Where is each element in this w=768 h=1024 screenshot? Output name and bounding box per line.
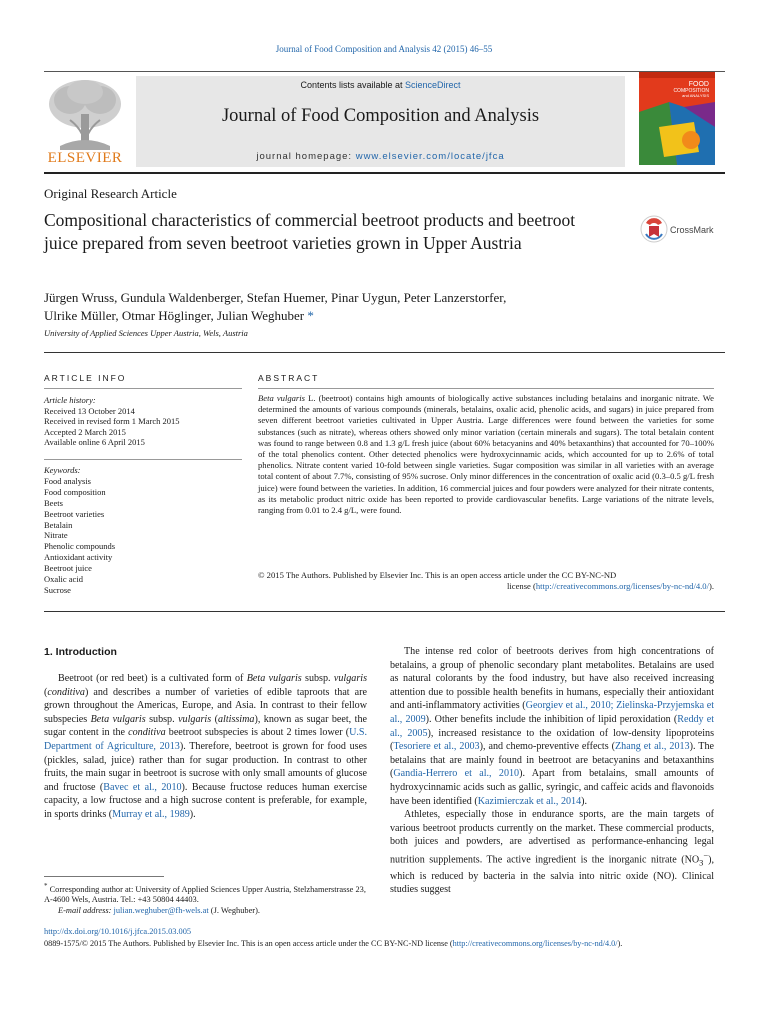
history-heading: Article history: [44,395,96,405]
abstract-heading: ABSTRACT [258,373,320,383]
doi-link[interactable]: http://dx.doi.org/10.1016/j.jfca.2015.03.005 [44,927,192,936]
abstract-license [258,570,714,592]
elsevier-wordmark: ELSEVIER [47,150,123,166]
article-info-heading: ARTICLE INFO [44,373,127,383]
corresponding-author-footnote [44,881,367,917]
abstract-body [258,393,714,516]
intro-left-column: Beetroot (or red beet) is a cultivated form of Beta vulgaris subsp. vulgaris (conditiva) and describes a number of varieties of edible taproots that are grown throughout the Americas, Europe, and Asia. In contrast to their fellow subspecies Beta vulgaris subsp. vulgaris (altissima), known as sugar beet, the sugar content in the conditiva beetroot subspecies is about 2 times lower (U.S. Department of Agriculture, 2013). Therefore, beetroot is grown for food uses (pickles, salad, juice) rather than for sugar production. In contrast to other fruits, the main sugar in beetroot is sucrose with only small amounts of glucose and fructose (Bavec et al., 2010). Because fructose reduces human exercise capacity, a low fructose and a high sucrose content is preferable, for example, in sports drinks (Murray et al., 1989). [44,673,368,820]
keywords-rule [44,459,242,460]
footnote-text-line [44,881,367,906]
author-list [44,289,664,325]
crossmark-badge[interactable] [640,212,730,246]
intro-right-column: The intense red color of beetroots derives from high concentrations of betalains, a group of phenolic secondary plant metabolites. Betalains are used as natural colorants by the food industry, but have also received increasing attention due to possible health benefits in humans, especially their antioxidant and anti-inflammatory activities (Georgiev et al., 2010; Zielinska-Przyjemska et al., 2009). Other benefits include the inhibition of lipid peroxidation (Reddy et al., 2005), increased resistance to the oxidation of low-density lipoproteins (Tesoriere et al., 2003), and chemo-preventive effects (Zhang et al., 2013). The betalains that are mainly found in beetroot are betacyanins and betaxanthins (Gandia-Herrero et al., 2010). Apart from betalains, small amounts of hydroxycinnamic acids such as gallic, syringic, and caffeic acids and flavonoids have been identified (Kazimierczak et al., 2014). Athletes, especially those in endurance sports, are the main targets of various beetroot products currently on the market. These commercial products, both juices and powders, are advertised as performance-enhancing legal nutrition supplements. The active ingredient is the inorganic nitrate $(NO_3^-)$, which is reduced by bacteria in the salvia into nitric oxide (NO). Clinical studies suggest [390,646,715,896]
history-item: Available online 6 April 2015 [44,437,145,447]
keyword-item: Food composition [44,486,106,497]
footnote-text: Corresponding author at: University of Applied Sciences Upper Austria, Stelzhamerstrasse 23, A-4600 Wels, Austria. Tel.: +43 50804 44403. [44,884,366,905]
authors-line-1: Jürgen Wruss, Gundula Waldenberger, Stefan Huemer, Pinar Uygun, Peter Lanzerstorfer, [44,290,507,305]
corresponding-author-mark[interactable]: * [307,308,314,323]
license-prefix: license ( [507,581,536,592]
keyword-item: Beetroot juice [44,563,92,574]
history-item: Received in revised form 1 March 2015 [44,416,180,426]
abstract-rule [258,388,714,389]
cover-title-composition: COMPOSITION [673,88,709,94]
journal-title: Journal of Food Composition and Analysis [221,106,540,126]
license-link[interactable]: http://creativecommons.org/licenses/by-nc-nd/4.0/ [535,581,709,592]
keyword-item: Sucrose [44,584,71,595]
email-label: E-mail address: [58,905,114,915]
contents-prefix: Contents lists available at [300,80,406,90]
contents-line [136,80,625,90]
issn-suffix: ). [617,939,623,948]
crossmark-icon [640,212,730,246]
header-top-rule [44,71,725,72]
article-title: Compositional characteristics of commercial beetroot products and beetroot juice prepared from seven beetroot varieties grown in Upper Austria [44,210,576,253]
history-item: Accepted 2 March 2015 [44,426,126,437]
article-history [44,395,180,448]
keyword-item: Beets [44,497,63,508]
homepage-link[interactable]: www.elsevier.com/locate/jfca [355,151,505,162]
issn-line [44,939,724,948]
keyword-item: Oxalic acid [44,574,83,585]
keyword-item: Beetroot varieties [44,508,105,519]
abstract-bottom-rule [44,611,725,612]
title-block-rule [44,352,725,353]
email-suffix: (J. Weghuber). [208,905,260,915]
crossmark-label: CrossMark [670,225,714,235]
cover-title-analysis: and ANALYSIS [682,93,709,98]
introduction-heading: 1. Introduction [44,646,117,658]
license-line-2 [258,581,714,592]
homepage-prefix: journal homepage: [256,151,356,162]
email-link[interactable]: julian.weghuber@fh-wels.at [113,905,209,915]
abstract-text: L. (beetroot) contains high amounts of biologically active substances including betalains and inorganic nitrate. We determined the amounts of various compounds (minerals, betalains, oxalic acid, phenolic acids, and sugars) in juice prepared from seven different beetroot varieties cultivated in Upper Austria. Large differences were found between the varieties for some substances (such as nitrate), whereas others showed only minor variation (certain minerals and sugars). The total betalain content was found to range between 0.8 and 1.3 g/L fresh juice (about 60% betacyanins and 40% betaxanthins) that accounted for 70–100% of the total phenolics content. Other detected phenolics were hydroxycinnamic acids, which accounted for up to 2.6% of total phenolics. Nitrate content varied 10-fold between single varieties. Sugar composition was similar in all varieties with an average total content of about 7.7%, consisting of 95% sucrose. Only minor differences in the concentration of oxalic acid (0.3–0.5 g/L fresh juice) were found between the varieties. In addition, 16 commercial juices and four powders were analyzed for their nitrate contents, as its metabolic product nitric oxide has been reported to provide cardiovascular benefits. Large variations of the nitrate levels, ranging from 0.01 to 2.4 g/L, were found. [258,393,714,516]
keyword-item: Phenolic compounds [44,541,116,552]
header-bottom-rule [44,172,725,174]
article-info-rule [44,388,242,389]
journal-reference[interactable]: Journal of Food Composition and Analysis 42 (2015) 46–55 [275,44,493,54]
cover-title-food: FOOD [688,81,709,88]
keyword-item: Antioxidant activity [44,552,113,563]
footnote-email-line [44,906,367,917]
footnote-mark: * [44,882,48,890]
sciencedirect-link[interactable]: ScienceDirect [405,80,461,90]
affiliation: University of Applied Sciences Upper Austria, Wels, Austria [44,328,248,338]
keyword-item: Betalain [44,519,73,530]
journal-homepage [136,151,625,162]
article-type: Original Research Article [44,186,177,201]
issn-license-link[interactable]: http://creativecommons.org/licenses/by-nc-nd/4.0/ [452,939,618,948]
footnote-rule [44,876,164,877]
keyword-item: Food analysis [44,475,91,486]
keyword-item: Nitrate [44,530,68,541]
license-suffix: ). [708,581,714,592]
journal-cover-thumbnail[interactable] [639,72,715,165]
issn-prefix: 0889-1575/© 2015 The Authors. Published by Elsevier Inc. This is an open access article under the CC BY-NC-ND license ( [44,939,453,948]
keyword-list [44,465,115,596]
keywords-heading: Keywords: [44,465,81,475]
history-item: Received 13 October 2014 [44,405,135,416]
authors-line-2-text: Ulrike Müller, Otmar Höglinger, Julian Weghuber [44,308,305,323]
abstract-species-name: Beta vulgaris [258,393,306,403]
authors-line-2 [44,307,664,325]
license-line-1: © 2015 The Authors. Published by Elsevier Inc. This is an open access article under the CC BY-NC-ND [258,570,617,580]
